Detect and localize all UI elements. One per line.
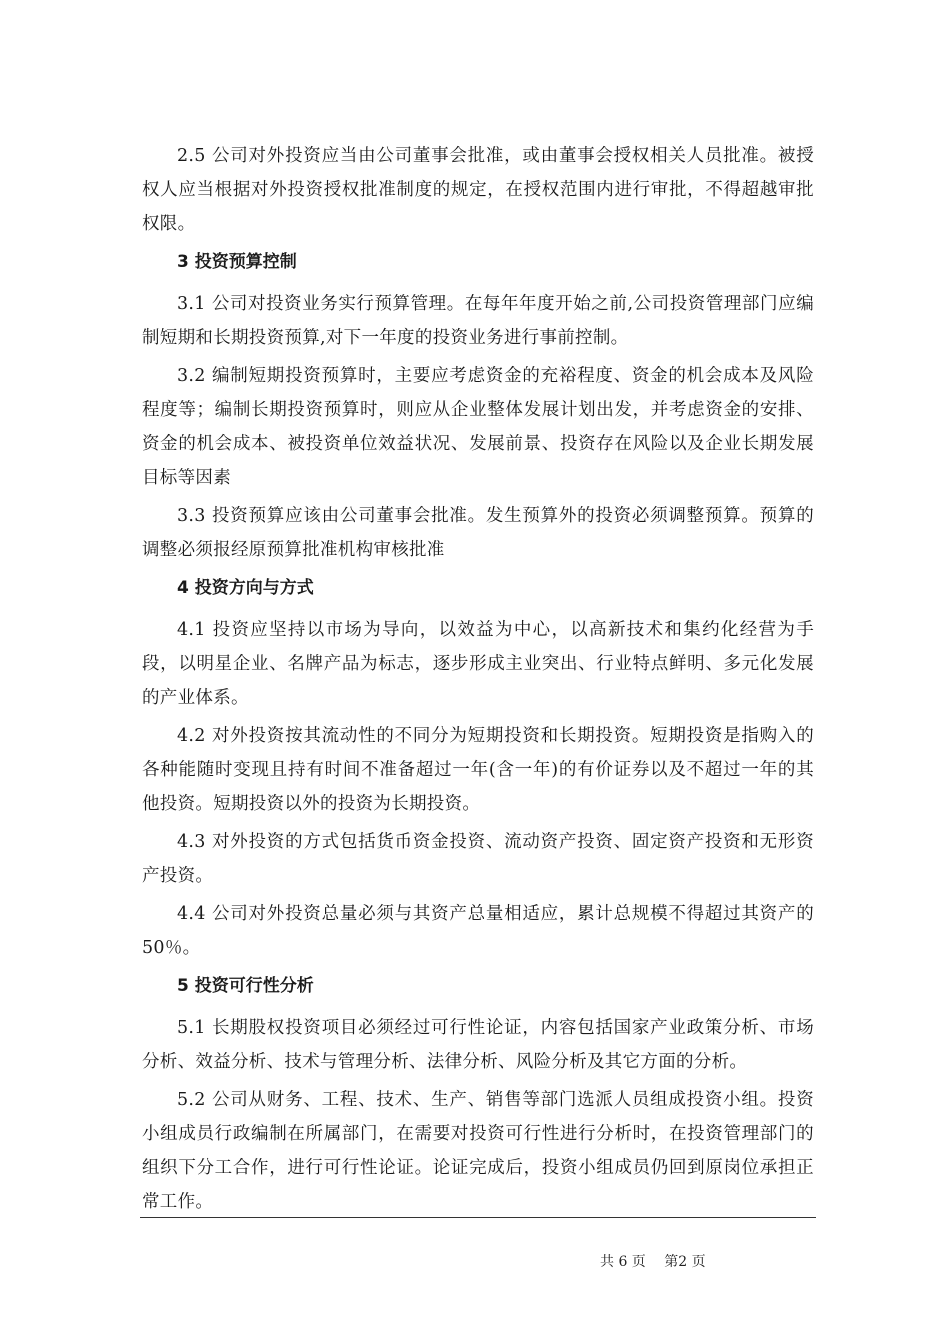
- section-heading-5: 5 投资可行性分析: [177, 976, 314, 996]
- paragraph-3-1: 3.1 公司对投资业务实行预算管理。在每年年度开始之前,公司投资管理部门应编制短期和长期投资预算,对下一年度的投资业务进行事前控制。: [142, 294, 814, 348]
- paragraph-4-1: 4.1 投资应坚持以市场为导向，以效益为中心，以高新技术和集约化经营为手段，以明星企业、名牌产品为标志，逐步形成主业突出、行业特点鲜明、多元化发展的产业体系。: [142, 620, 814, 708]
- total-pages-label: 共 6 页: [600, 1254, 646, 1270]
- paragraph-5-1: 5.1 长期股权投资项目必须经过可行性论证，内容包括国家产业政策分析、市场分析、效益分析、技术与管理分析、法律分析、风险分析及其它方面的分析。: [142, 1018, 814, 1072]
- paragraph-4-3: 4.3 对外投资的方式包括货币资金投资、流动资产投资、固定资产投资和无形资产投资。: [142, 832, 814, 886]
- document-body: [142, 139, 814, 1223]
- section-heading-3: 3 投资预算控制: [177, 252, 297, 272]
- paragraph-4-4: 4.4 公司对外投资总量必须与其资产总量相适应，累计总规模不得超过其资产的 50％。: [142, 904, 814, 958]
- paragraph-4-2: 4.2 对外投资按其流动性的不同分为短期投资和长期投资。短期投资是指购入的各种能随时变现且持有时间不准备超过一年(含一年)的有价证券以及不超过一年的其他投资。短期投资以外的投资为长期投资。: [142, 726, 814, 814]
- paragraph-5-2: 5.2 公司从财务、工程、技术、生产、销售等部门选派人员组成投资小组。投资小组成员行政编制在所属部门，在需要对投资可行性进行分析时，在投资管理部门的组织下分工合作，进行可行性论证。论证完成后，投资小组成员仍回到原岗位承担正常工作。: [142, 1090, 814, 1212]
- page-footer: [600, 1251, 820, 1271]
- paragraph-3-2: 3.2 编制短期投资预算时，主要应考虑资金的充裕程度、资金的机会成本及风险程度等；编制长期投资预算时，则应从企业整体发展计划出发，并考虑资金的安排、资金的机会成本、被投资单位效益状况、发展前景、投资存在风险以及企业长期发展目标等因素: [142, 366, 814, 488]
- section-heading-4: 4 投资方向与方式: [177, 578, 314, 598]
- current-page-label: 第2 页: [664, 1254, 706, 1270]
- footer-divider: [140, 1217, 816, 1218]
- paragraph-2-5: 2.5 公司对外投资应当由公司董事会批准，或由董事会授权相关人员批准。被授权人应当根据对外投资授权批准制度的规定，在授权范围内进行审批，不得超越审批权限。: [142, 146, 814, 234]
- paragraph-3-3: 3.3 投资预算应该由公司董事会批准。发生预算外的投资必须调整预算。预算的调整必须报经原预算批准机构审核批准: [142, 506, 814, 560]
